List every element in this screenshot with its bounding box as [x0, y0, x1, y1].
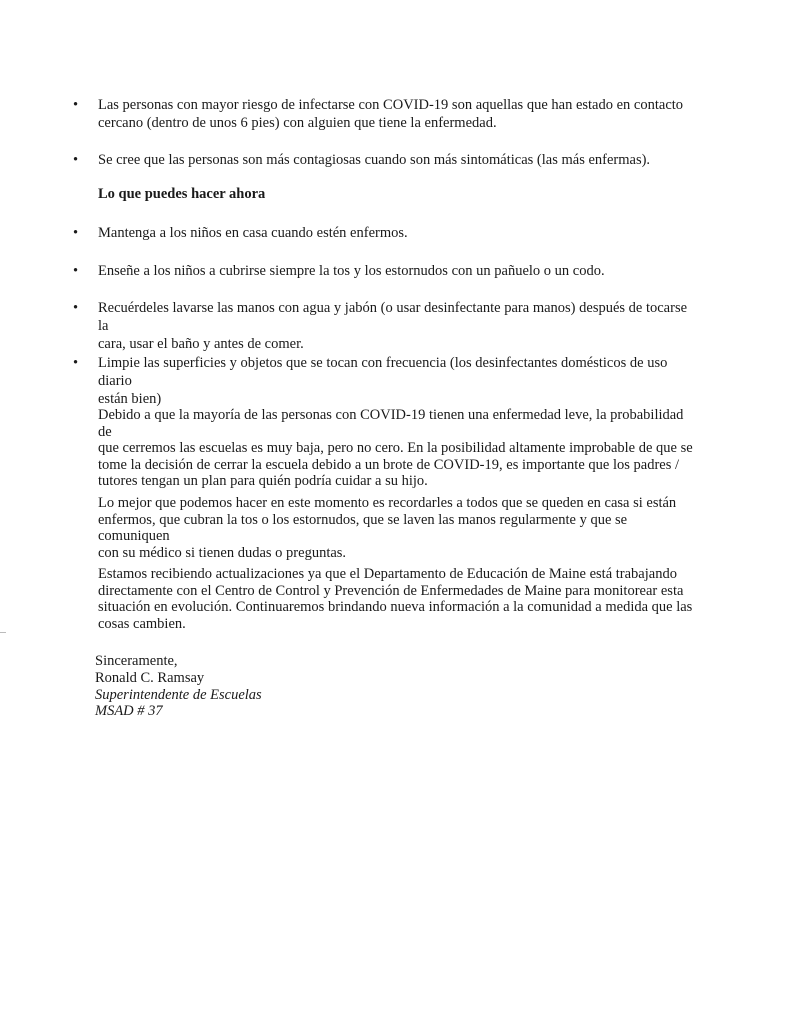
- signature-name: Ronald C. Ramsay: [95, 670, 205, 686]
- paragraph-best-practices: Lo mejor que podemos hacer en este momento es recordarles a todos que se queden en casa si están enfermos, que cubran la tos o los estornudos, que se laven las manos regularmente y que se comuniquen con su médico si tienen dudas o preguntas.: [98, 495, 677, 561]
- signature-closing: Sinceramente,: [95, 653, 178, 669]
- bullet-marker: •: [73, 263, 79, 279]
- bullet-text: Enseñe a los niños a cubrirse siempre la tos y los estornudos con un pañuelo o un codo.: [98, 263, 605, 279]
- bullet-marker: •: [73, 355, 79, 371]
- bullet-text: Se cree que las personas son más contagiosas cuando son más sintomáticas (las más enfermas).: [98, 152, 651, 168]
- bullet-text: Limpie las superficies y objetos que se tocan con frecuencia (los desinfectantes domésticos de uso diario están bien): [98, 355, 668, 407]
- scan-margin-mark: [0, 632, 6, 633]
- bullet-text: Las personas con mayor riesgo de infectarse con COVID-19 son aquellas que han estado en contacto cercano (dentro de unos 6 pies) con alguien que tiene la enfermedad.: [98, 97, 684, 131]
- bullet-text: Mantenga a los niños en casa cuando estén enfermos.: [98, 225, 408, 241]
- paragraph-updates: Estamos recibiendo actualizaciones ya que el Departamento de Educación de Maine está trabajando directamente con el Centro de Control y Prevención de Enfermedades de Maine para monitorear esta situación en evolución. Continuaremos brindando nueva información a la comunidad a medida que las cosas cambien.: [98, 566, 693, 632]
- signature-title: Superintendente de Escuelas: [95, 687, 262, 703]
- signature-district: MSAD # 37: [95, 703, 163, 719]
- bullet-marker: •: [73, 97, 79, 113]
- section-heading: Lo que puedes hacer ahora: [98, 186, 266, 202]
- bullet-marker: •: [73, 225, 79, 241]
- bullet-marker: •: [73, 152, 79, 168]
- bullet-marker: •: [73, 300, 79, 316]
- bullet-text: Recuérdeles lavarse las manos con agua y jabón (o usar desinfectante para manos) después de tocarse la cara, usar el baño y antes de comer.: [98, 300, 688, 352]
- paragraph-closure-probability: Debido a que la mayoría de las personas con COVID-19 tienen una enfermedad leve, la probabilidad de que cerremos las escuelas es muy baja, pero no cero. En la posibilidad altamente improbable de que se tome la decisión de cerrar la escuela debido a un brote de COVID-19, es importante que los padres / tutores tengan un plan para quién podría cuidar a su hijo.: [98, 407, 693, 489]
